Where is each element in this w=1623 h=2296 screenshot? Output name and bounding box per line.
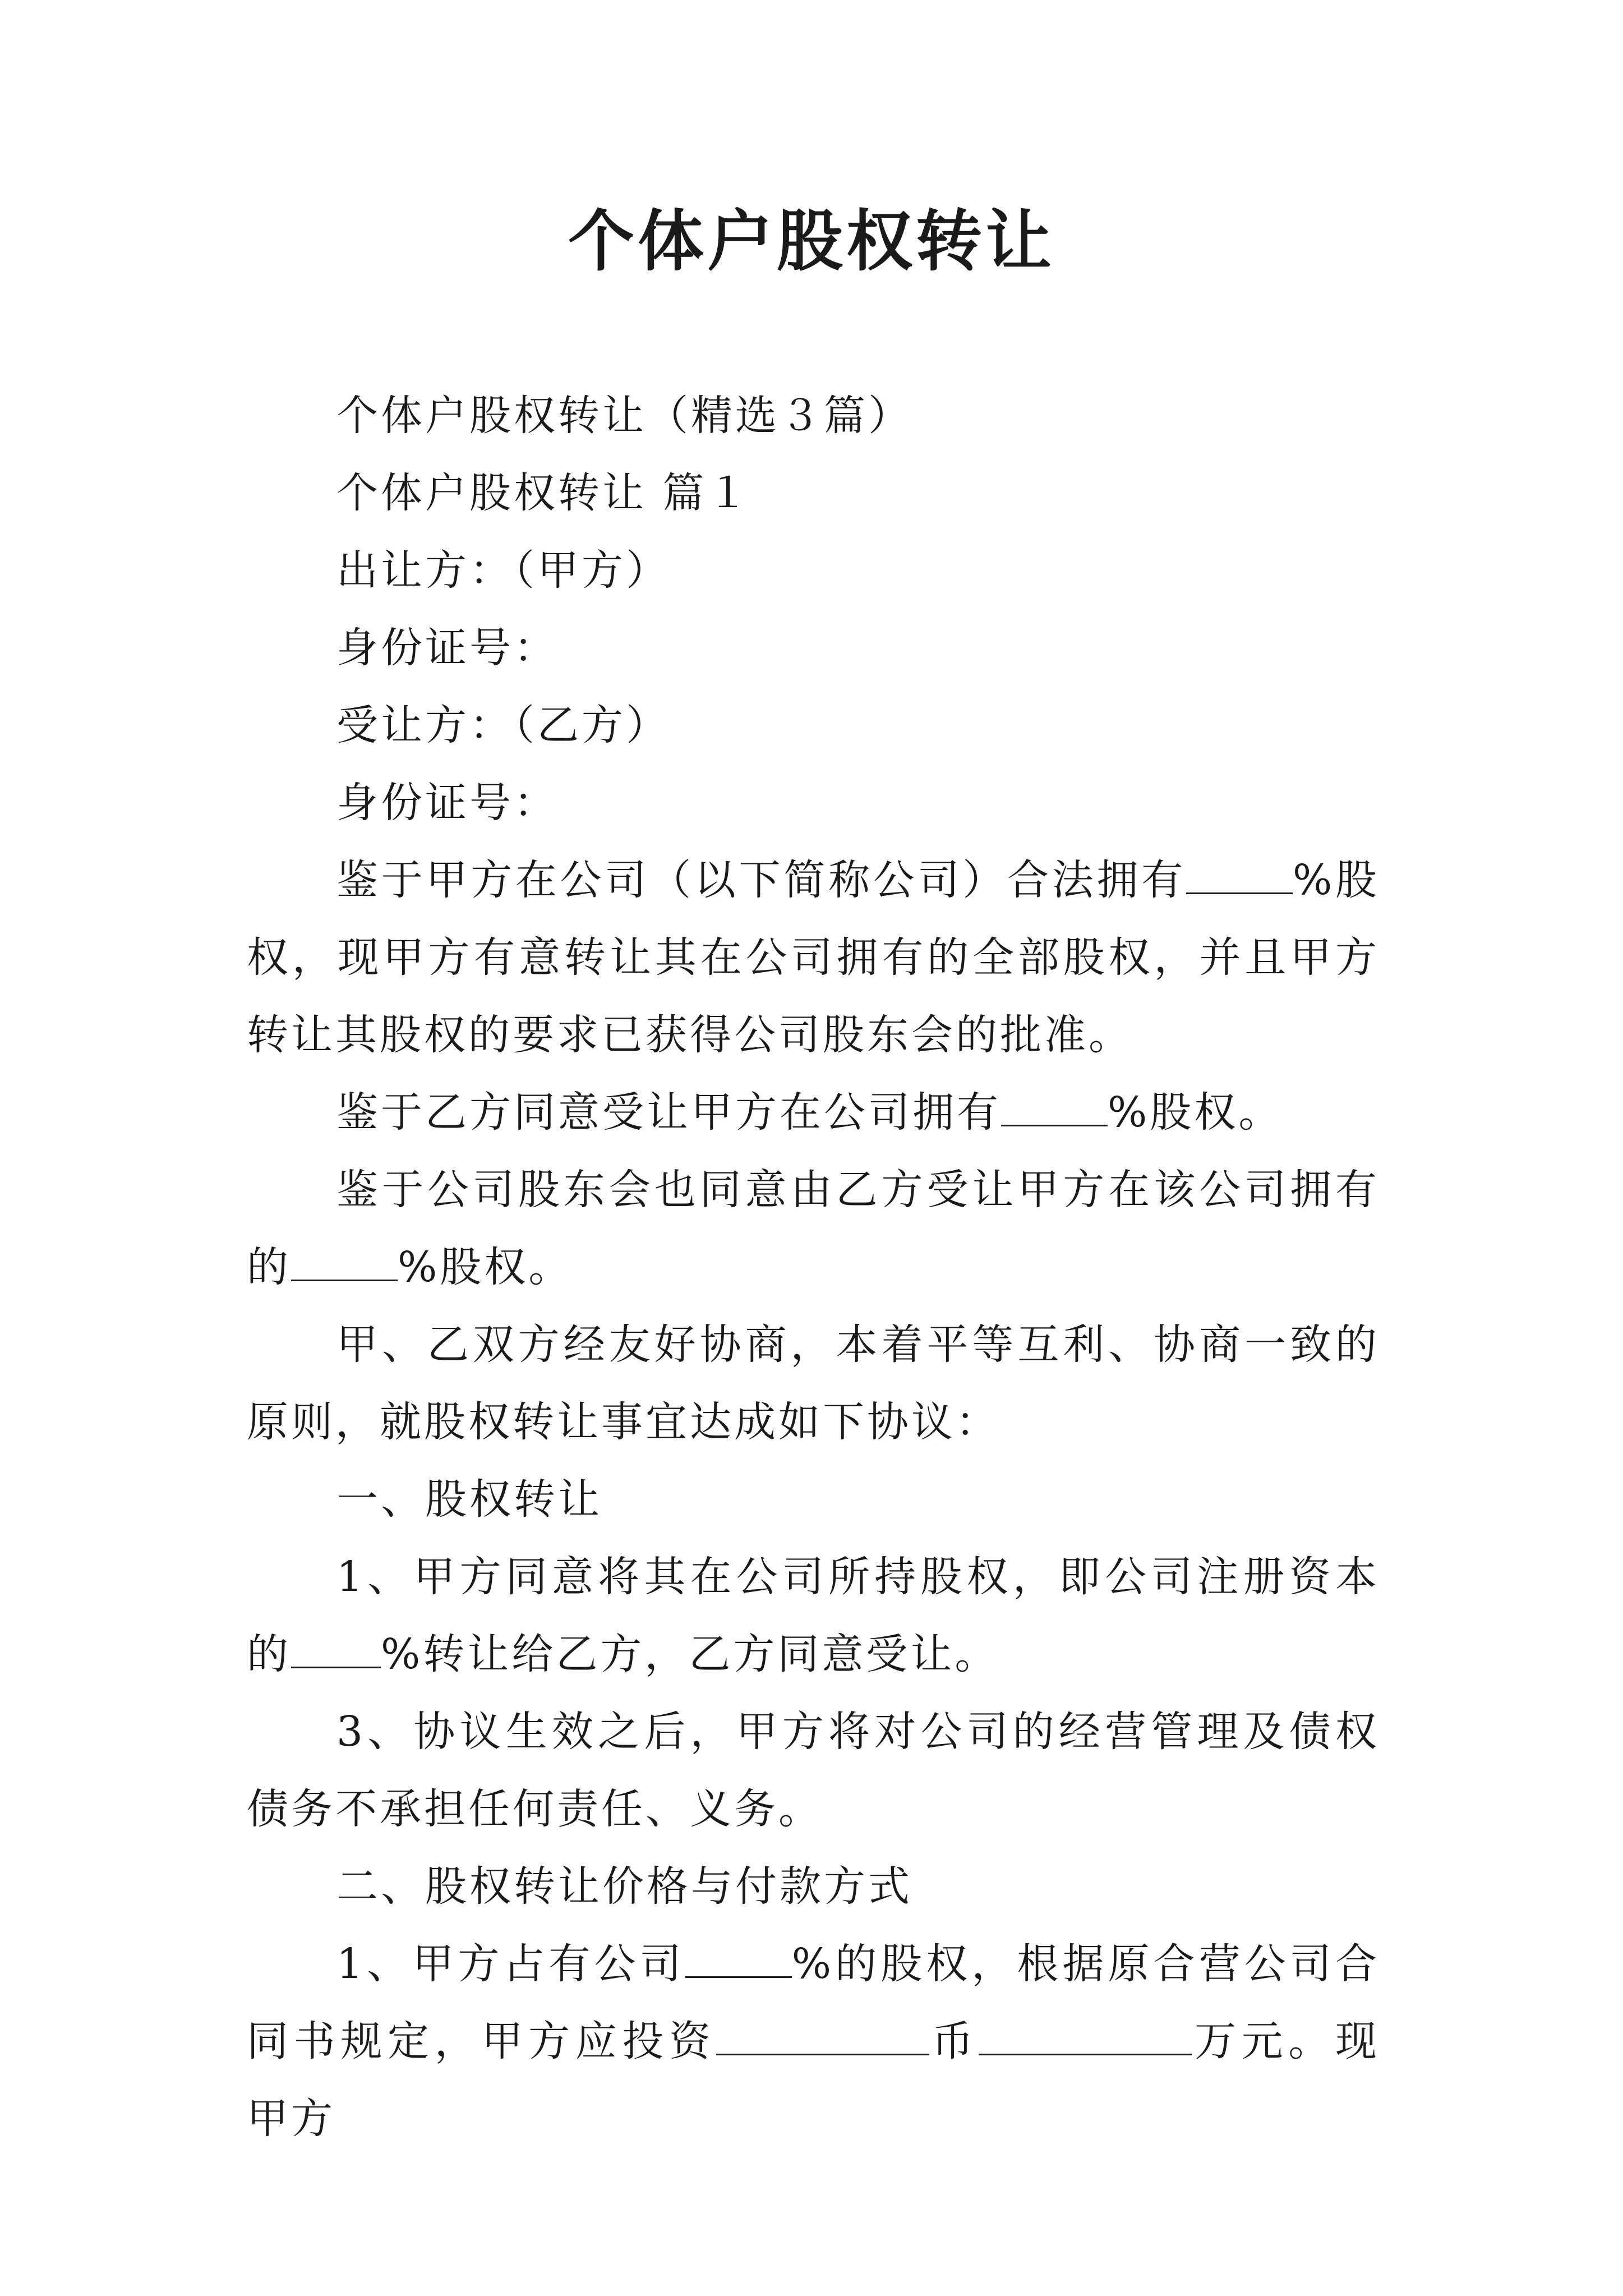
fill-in-blank [1001,1088,1108,1126]
paragraph-agreement-intro: 甲、乙双方经友好协商，本着平等互利、协商一致的原则，就股权转让事宜达成如下协议： [247,1320,1380,1446]
paragraph-transferee: 受让方：（乙方） [336,701,670,749]
fill-in-blank [716,2017,929,2055]
fill-in-blank [291,1630,381,1668]
paragraph-whereas-1: 鉴于甲方在公司（以下简称公司）合法拥有 %股权，现甲方有意转让其在公司拥有的全部股权，并且甲方转让其股权的要求已获得公司股东会的批准。 [247,856,1380,1059]
paragraph-subtitle: 个体户股权转让（精选３篇） [336,392,912,440]
paragraph-whereas-3: 鉴于公司股东会也同意由乙方受让甲方在该公司拥有的 %股权。 [247,1166,1380,1291]
paragraph-article-1-heading: 一、股权转让 [336,1475,602,1524]
paragraph-transferee-id: 身份证号： [336,779,558,827]
fill-in-blank [979,2017,1192,2055]
paragraph-clause-1-3: 3、协议生效之后，甲方将对公司的经营管理及债权债务不承担任何责任、义务。 [247,1708,1380,1833]
document-title: 个体户股权转让 [568,202,1055,280]
paragraph-section-heading: 个体户股权转让 篇１ [336,469,751,517]
paragraph-clause-1-1: 1、甲方同意将其在公司所持股权，即公司注册资本的 %转让给乙方，乙方同意受让。 [247,1553,1380,1678]
document-body [247,377,1380,2157]
fill-in-blank [1186,855,1293,894]
fill-in-blank [685,1939,792,1978]
paragraph-transferor-id: 身份证号： [336,624,558,672]
paragraph-transferor: 出让方：（甲方） [336,546,670,595]
paragraph-article-2-heading: 二、股权转让价格与付款方式 [336,1862,912,1911]
fill-in-blank [291,1243,398,1281]
paragraph-clause-2-1: 1、甲方占有公司 %的股权，根据原合营公司合同书规定，甲方应投资 币 万元。现甲方 [247,1940,1380,2143]
paragraph-whereas-2: 鉴于乙方同意受让甲方在公司拥有 %股权。 [336,1088,1283,1137]
